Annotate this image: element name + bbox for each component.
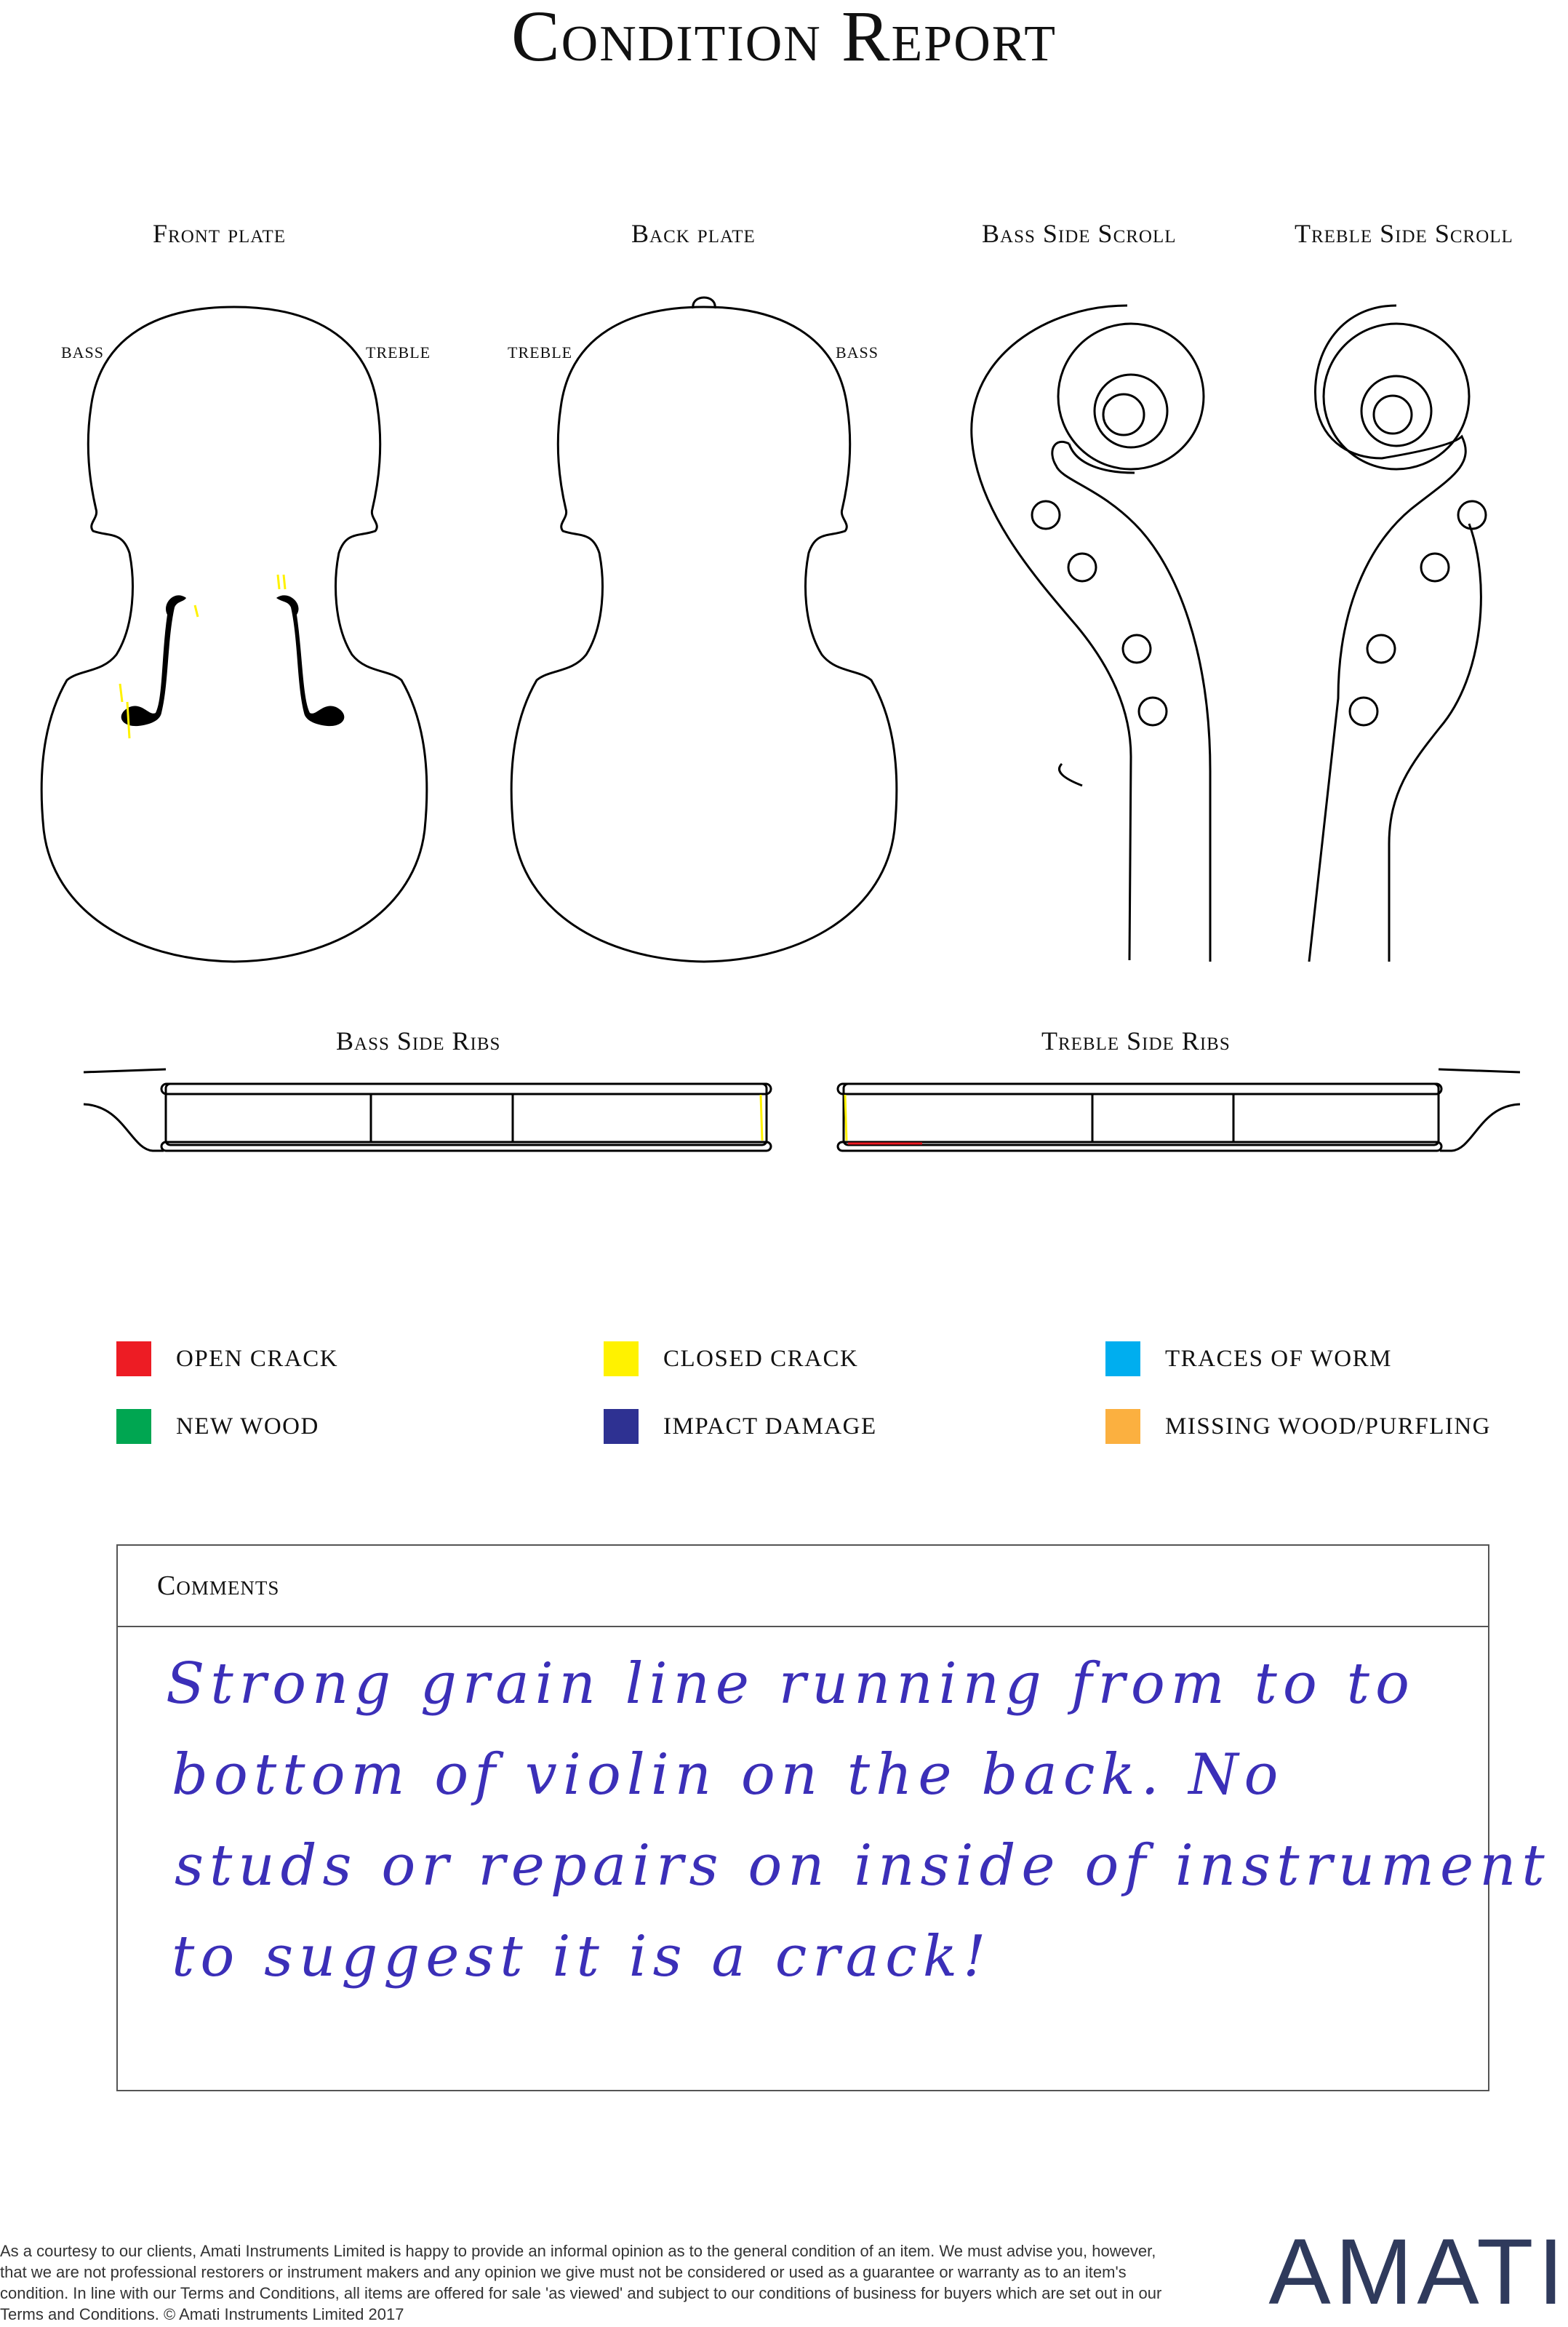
comments-title: Comments xyxy=(157,1570,280,1601)
back-plate-outline xyxy=(511,307,897,962)
disclaimer-text: As a courtesy to our clients, Amati Instruments Limited is happy to provide an informal opinion as to the general condition of an item. We must advise you, however, that we are not professional restorers or instrument makers and any opinion we give must not be considered or used as a guarantee or warranty as to an item's condition. In line with our Terms and Conditions, all items are offered for sale 'as viewed' and subject to our conditions of business for buyers which are set out in our Terms and Conditions. © Amati Instruments Limited 2017 xyxy=(0,2242,1162,2323)
peg-hole xyxy=(1123,635,1151,663)
new-wood-swatch xyxy=(116,1409,151,1444)
handwritten-line: Strong grain line running from to to xyxy=(166,1651,1415,1717)
missing-wood-swatch xyxy=(1105,1409,1140,1444)
peg-hole xyxy=(1350,698,1377,725)
front-plate-label: Front plate xyxy=(153,219,287,248)
legend-label: CLOSED CRACK xyxy=(663,1345,859,1372)
treble-side-ribs-label: Treble Side Ribs xyxy=(1041,1026,1231,1055)
bass-side-ribs-label: Bass Side Ribs xyxy=(336,1026,501,1055)
amati-logo: AMATI xyxy=(1268,2220,1568,2324)
treble-scroll-outline xyxy=(1309,306,1465,962)
treble-side-scroll-label: Treble Side Scroll xyxy=(1295,219,1513,248)
bass-side-scroll-label: Bass Side Scroll xyxy=(982,219,1177,248)
front-bass-label: BASS xyxy=(61,343,105,362)
front-plate-outline xyxy=(41,307,427,962)
closed-crack-mark xyxy=(120,684,122,702)
back-bass-label: BASS xyxy=(836,343,879,362)
peg-hole xyxy=(1458,501,1486,529)
peg-hole xyxy=(1421,554,1449,581)
legend-open-crack xyxy=(116,1341,338,1376)
closed-crack-mark xyxy=(278,575,279,589)
closed-crack-mark xyxy=(761,1095,762,1141)
closed-crack-mark xyxy=(284,575,285,589)
treble-ribs-neck xyxy=(1439,1069,1520,1151)
impact-damage-swatch xyxy=(604,1409,639,1444)
legend-missing-wood xyxy=(1105,1409,1491,1444)
legend-label: NEW WOOD xyxy=(176,1413,319,1440)
front-treble-label: TREBLE xyxy=(366,343,431,362)
comments-header xyxy=(118,1546,1488,1627)
legend-label: MISSING WOOD/PURFLING xyxy=(1165,1413,1492,1440)
legend-label: TRACES OF WORM xyxy=(1165,1345,1392,1372)
peg-hole xyxy=(1032,501,1060,529)
handwritten-line: bottom of violin on the back. No xyxy=(172,1742,1284,1808)
legend-impact-damage xyxy=(604,1409,877,1444)
legend-new-wood xyxy=(116,1409,319,1444)
closed-crack-mark xyxy=(195,605,198,617)
peg-hole xyxy=(1367,635,1395,663)
legend-traces-of-worm xyxy=(1105,1341,1392,1376)
back-plate-label: Back plate xyxy=(631,219,756,248)
page-title: Condition Report xyxy=(511,0,1057,76)
peg-hole xyxy=(1068,554,1096,581)
handwritten-line: studs or repairs on inside of instrument xyxy=(175,1833,1551,1899)
closed-crack-swatch xyxy=(604,1341,639,1376)
open-crack-swatch xyxy=(116,1341,151,1376)
comments-box xyxy=(116,1544,1489,2091)
legend-label: OPEN CRACK xyxy=(176,1345,339,1372)
handwritten-line: to suggest it is a crack! xyxy=(172,1924,992,1989)
closed-crack-mark xyxy=(845,1095,847,1141)
bass-ribs-neck xyxy=(84,1069,166,1151)
back-treble-label: TREBLE xyxy=(508,343,573,362)
f-holes xyxy=(121,595,345,726)
peg-hole xyxy=(1139,698,1167,725)
f-hole-treble xyxy=(276,595,344,726)
traces-of-worm-swatch xyxy=(1105,1341,1140,1376)
legend-closed-crack xyxy=(604,1341,858,1376)
legend-label: IMPACT DAMAGE xyxy=(663,1413,877,1440)
